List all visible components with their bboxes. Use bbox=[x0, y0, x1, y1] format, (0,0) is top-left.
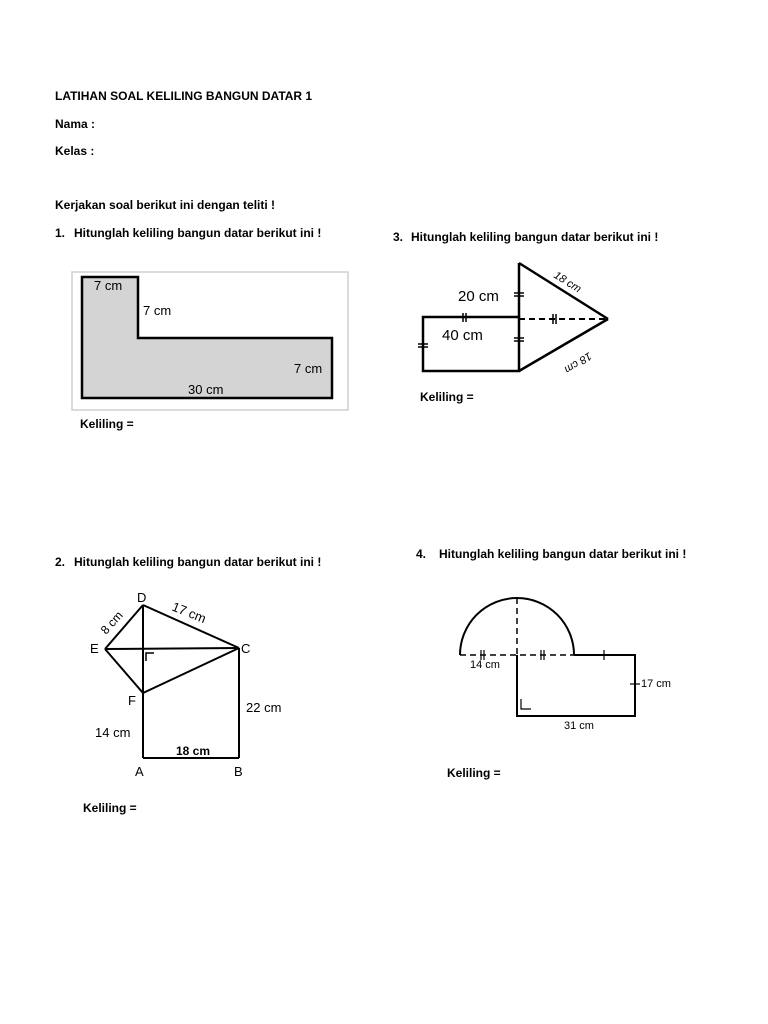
right-angle-mark bbox=[521, 699, 531, 709]
name-field-label: Nama : bbox=[55, 117, 96, 131]
point-a: A bbox=[135, 764, 144, 779]
side-ef bbox=[105, 649, 143, 693]
triangle-top-side bbox=[519, 263, 608, 319]
question-2-answer-label: Keliling = bbox=[83, 801, 137, 815]
triangle-bottom-side bbox=[519, 319, 608, 371]
side-fc bbox=[143, 648, 239, 693]
label-8cm: 8 cm bbox=[97, 608, 126, 638]
question-4-prompt: Hitunglah keliling bangun datar berikut ini ! bbox=[439, 547, 687, 561]
right-angle-mark bbox=[146, 653, 154, 661]
question-3-number: 3. bbox=[393, 230, 404, 244]
instruction-text: Kerjakan soal berikut ini dengan teliti ! bbox=[55, 198, 276, 212]
label-bottom-length: 30 cm bbox=[188, 382, 224, 397]
label-18cm-top: 18 cm bbox=[551, 269, 584, 296]
label-31cm: 31 cm bbox=[564, 720, 594, 732]
label-20cm: 20 cm bbox=[458, 288, 499, 305]
question-4-figure bbox=[448, 585, 688, 735]
label-14cm: 14 cm bbox=[95, 725, 131, 740]
class-field-label: Kelas : bbox=[55, 144, 95, 158]
question-4-answer-label: Keliling = bbox=[447, 766, 501, 780]
semicircle-arc bbox=[460, 598, 574, 655]
point-b: B bbox=[234, 764, 243, 779]
label-17cm: 17 cm bbox=[169, 598, 209, 627]
diagonal-ec bbox=[105, 648, 239, 649]
point-c: C bbox=[241, 641, 251, 656]
question-2-figure bbox=[88, 585, 328, 785]
label-18cm: 18 cm bbox=[176, 744, 211, 758]
question-2-prompt: Hitunglah keliling bangun datar berikut ini ! bbox=[74, 555, 322, 569]
question-2-number: 2. bbox=[55, 555, 66, 569]
point-f: F bbox=[128, 693, 136, 708]
point-e: E bbox=[90, 641, 99, 656]
label-inner-height: 7 cm bbox=[143, 303, 172, 318]
question-1-figure bbox=[70, 270, 350, 412]
question-1-prompt: Hitunglah keliling bangun datar berikut ini ! bbox=[74, 226, 322, 240]
label-17cm: 17 cm bbox=[641, 678, 671, 690]
question-3-figure bbox=[410, 255, 620, 385]
question-3-prompt: Hitunglah keliling bangun datar berikut ini ! bbox=[411, 230, 659, 244]
question-1-answer-label: Keliling = bbox=[80, 417, 134, 431]
rectangle-shape bbox=[423, 317, 519, 371]
label-right-height: 7 cm bbox=[294, 361, 323, 376]
label-40cm: 40 cm bbox=[442, 327, 483, 344]
question-1-number: 1. bbox=[55, 226, 66, 240]
question-3-answer-label: Keliling = bbox=[420, 390, 474, 404]
worksheet-title: LATIHAN SOAL KELILING BANGUN DATAR 1 bbox=[55, 89, 313, 103]
label-top-width: 7 cm bbox=[94, 278, 123, 293]
point-d: D bbox=[137, 590, 147, 605]
label-18cm-bottom: 18 cm bbox=[561, 349, 594, 376]
label-14cm: 14 cm bbox=[470, 659, 500, 671]
rectangle-outline bbox=[517, 655, 635, 716]
question-4-number: 4. bbox=[416, 547, 427, 561]
label-22cm: 22 cm bbox=[246, 700, 282, 715]
